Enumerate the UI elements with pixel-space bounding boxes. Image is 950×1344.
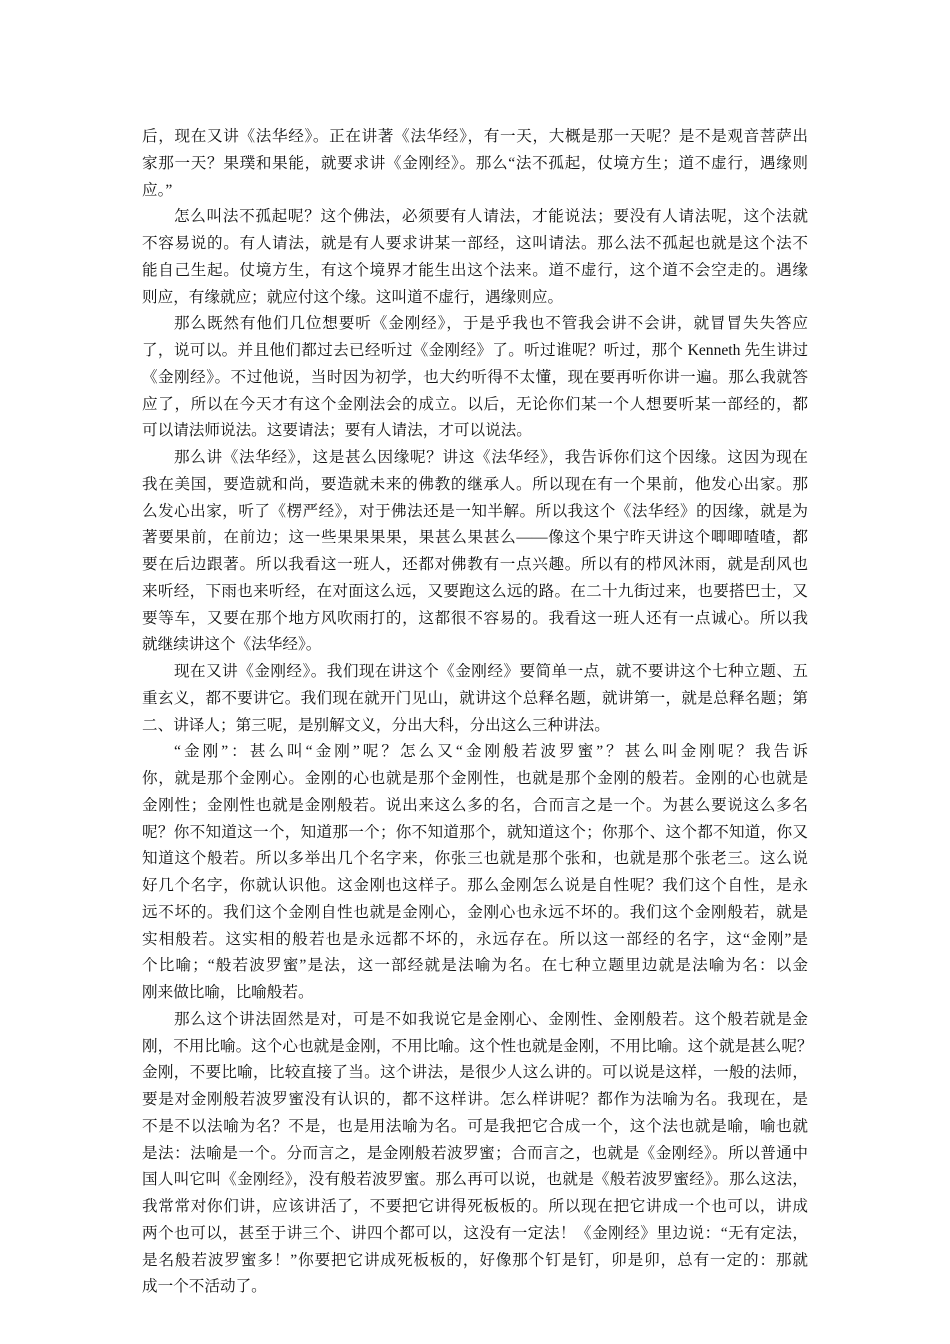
- paragraph: [142, 124, 808, 204]
- paragraph: [142, 204, 808, 311]
- text-line: 两个也可以，甚至于讲三个、讲四个都可以，这没有一定法！《金刚经》里边说：“无有定法，: [142, 1224, 808, 1242]
- text-line: 那么既然有他们几位想要听《金刚经》，于是乎我也不管我会讲不会讲，就冒冒失失答应: [174, 315, 808, 333]
- paragraph: [142, 445, 808, 659]
- paragraph: [142, 659, 808, 739]
- paragraph: [142, 1007, 813, 1301]
- text-line: 要在后边跟著。所以我看这一班人，还都对佛教有一点兴趣。所以有的栉风沐雨，就是刮风也: [142, 556, 808, 573]
- text-line: 来听经，下雨也来听经，在对面这么远，又要跑这么远的路。在二十九街过来，也要搭巴士，又: [142, 582, 808, 600]
- text-line: 了，说可以。并且他们都过去已经听过《金刚经》了。听过谁呢？听过，那个 Kenneth 先生讲过: [142, 342, 808, 359]
- text-line: 可以请法师说法。这要请法；要有人请法，才可以说法。: [142, 422, 532, 440]
- text-line: 要等车，又要在那个地方风吹雨打的，这都很不容易的。我看这一班人还有一点诚心。所以我: [142, 609, 808, 627]
- document-body: [142, 124, 813, 1301]
- text-line: 我在美国，要造就和尚，要造就未来的佛教的继承人。所以现在有一个果前，他发心出家。那: [142, 475, 808, 493]
- text-line: 成一个不活动了。: [142, 1278, 267, 1296]
- text-line: 要是对金刚般若波罗蜜没有认识的，都不这样讲。怎么样讲呢？都作为法喻为名。我现在，是: [142, 1091, 808, 1108]
- text-line: 远不坏的。我们这个金刚自性也就是金刚心，金刚心也永远不坏的。我们这个金刚般若，就是: [142, 903, 808, 921]
- text-line: 那么讲《法华经》，这是甚么因缘呢？讲这《法华经》，我告诉你们这个因缘。这因为现在: [174, 449, 808, 466]
- text-line: 现在又讲《金刚经》。我们现在讲这个《金刚经》要简单一点，就不要讲这个七种立题、五: [174, 663, 808, 680]
- text-line: 那么这个讲法固然是对，可是不如我说它是金刚心、金刚性、金刚般若。这个般若就是金: [174, 1010, 808, 1028]
- text-line: 重玄义，都不要讲它。我们现在就开门见山，就讲这个总释名题，就讲第一，就是总释名题；第: [142, 689, 808, 707]
- paragraph: [142, 311, 808, 445]
- text-line: 不是不以法喻为名？不是，也是用法喻为名。可是我把它合成一个，这个法也就是喻，喻也就: [142, 1117, 808, 1135]
- text-line: 就继续讲这个《法华经》。: [142, 636, 322, 654]
- text-line: 好几个名字，你就认识他。这金刚也这样子。那么金刚怎么说是自性呢？我们这个自性，是永: [142, 877, 808, 894]
- text-line: 则应，有缘就应；就应付这个缘。这叫道不虚行，遇缘则应。: [142, 288, 564, 306]
- text-line: 是法：法喻是一个。分而言之，是金刚般若波罗蜜；合而言之，也就是《金刚经》。所以普通中: [142, 1144, 808, 1162]
- text-line: 著要果前，在前边；这一些果果果果，果甚么果甚么——像这个果宁昨天讲这个唧唧喳喳，都: [142, 529, 808, 547]
- text-line: 应。”: [142, 181, 173, 199]
- text-line: 个比喻；“般若波罗蜜”是法，这一部经就是法喻为名。在七种立题里边就是法喻为名：以金: [142, 957, 808, 975]
- text-line: “金刚”：甚么叫“金刚”呢？怎么又“金刚般若波罗蜜”？甚么叫金刚呢？我告诉: [174, 743, 808, 761]
- text-line: 刚来做比喻，比喻般若。: [142, 984, 314, 1001]
- text-line: 怎么叫法不孤起呢？这个佛法，必须要有人请法，才能说法；要没有人请法呢，这个法就: [174, 208, 808, 226]
- text-line: 不容易说的。有人请法，就是有人要求讲某一部经，这叫请法。那么法不孤起也就是这个法不: [142, 235, 808, 252]
- text-line: 么发心出家，听了《楞严经》，对于佛法还是一知半解。所以我这个《法华经》的因缘，就是为: [142, 502, 808, 520]
- text-line: 后，现在又讲《法华经》。正在讲著《法华经》，有一天，大概是那一天呢？是不是观音菩萨出: [142, 128, 808, 145]
- text-line: 金刚，不要比喻，比较直接了当。这个讲法，是很少人这么讲的。可以说是这样，一般的法师，: [142, 1064, 808, 1082]
- paragraph: [142, 739, 808, 1007]
- text-line: 应了，所以在今天才有这个金刚法会的成立。以后，无论你们某一个人想要听某一部经的，都: [142, 395, 808, 413]
- text-line: 国人叫它叫《金刚经》，没有般若波罗蜜。那么再可以说，也就是《般若波罗蜜经》。那么这法，: [142, 1171, 808, 1189]
- text-line: 实相般若。这实相的般若也是永远都不坏的，永远存在。所以这一部经的名字，这“金刚”是: [142, 930, 808, 948]
- text-line: 金刚性；金刚性也就是金刚般若。说出来这么多的名，合而言之是一个。为甚么要说这么多名: [142, 796, 808, 814]
- text-line: 家那一天？果璞和果能，就要求讲《金刚经》。那么“法不孤起，仗境方生；道不虚行，遇缘则: [142, 154, 808, 172]
- text-line: 二、讲译人；第三呢，是别解文义，分出大科，分出这么三种讲法。: [142, 716, 610, 734]
- text-line: 是名般若波罗蜜多！”你要把它讲成死板板的，好像那个钉是钉，卯是卯，总有一定的：那就: [142, 1251, 808, 1269]
- text-line: 我常常对你们讲，应该讲活了，不要把它讲得死板板的。所以现在把它讲成一个也可以，讲成: [142, 1198, 808, 1215]
- text-line: 呢？你不知道这一个，知道那一个；你不知道那个，就知道这个；你那个、这个都不知道，你又: [142, 823, 808, 841]
- text-line: 刚，不用比喻。这个心也就是金刚，不用比喻。这个性也就是金刚，不用比喻。这个就是甚么呢？: [142, 1037, 813, 1055]
- text-line: 知道这个般若。所以多举出几个名字来，你张三也就是那个张和，也就是那个张老三。这么说: [142, 850, 808, 868]
- text-line: 能自己生起。仗境方生，有这个境界才能生出这个法来。道不虚行，这个道不会空走的。遇缘: [142, 261, 808, 279]
- text-line: 《金刚经》。不过他说，当时因为初学，也大约听得不太懂，现在要再听你讲一遍。那么我就答: [142, 368, 808, 386]
- text-line: 你，就是那个金刚心。金刚的心也就是那个金刚性，也就是那个金刚的般若。金刚的心也就是: [142, 770, 808, 787]
